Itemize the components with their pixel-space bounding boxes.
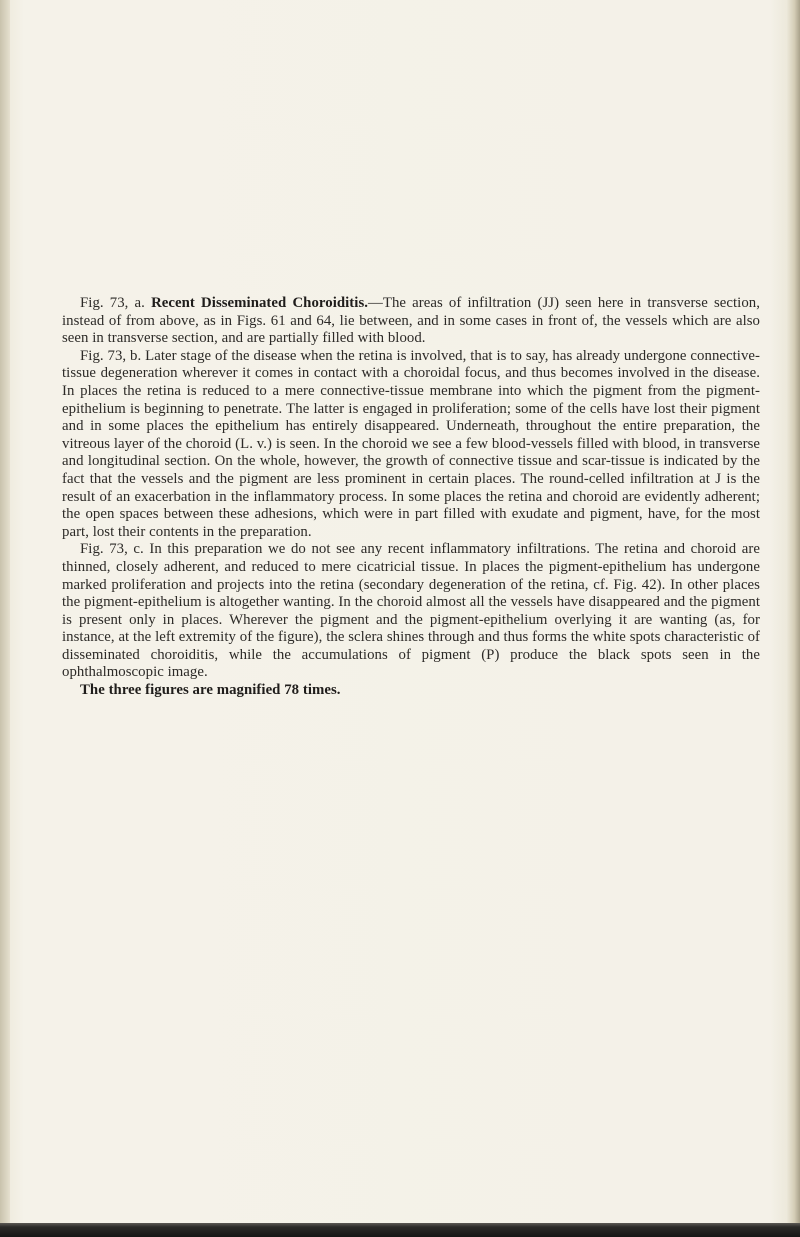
figure-description-text [62, 295, 760, 700]
paragraph-body: —The areas of infiltration (JJ) seen here in transverse section, instead of from above, as in Figs. 61 and 64, lie between, and in some cases in front of, the vessels which are also seen in transverse section, and are partially filled with blood. [62, 295, 760, 347]
paragraph-fig-73a [62, 295, 760, 348]
magnification-note [62, 682, 760, 700]
paragraph-fig-73c [62, 541, 760, 682]
figure-label: Fig. 73, a. [80, 295, 145, 311]
page-right-edge [786, 0, 800, 1237]
section-heading: Recent Disseminated Choroiditis. [151, 295, 369, 311]
figure-label: Fig. 73, b. [80, 347, 142, 364]
page-left-edge [0, 0, 10, 1237]
figure-label: Fig. 73, c. [80, 541, 144, 558]
page-bottom-edge [0, 1223, 800, 1237]
paragraph-body: In this preparation we do not see any recent inflammatory infiltrations. The retina and choroid are thinned, closely adherent, and reduced to mere cicatricial tissue. In places the pigment-epithelium has undergone marked proliferation and projects into the retina (secondary degeneration of the retina, cf. Fig. 42). In other places the pigment-epithelium is altogether wanting. In the choroid almost all the vessels have disappeared and the pigment is present only in places. Wherever the pigment and the pigment-epithelium overlying it are wanting (as, for instance, at the left extremity of the figure), the sclera shines through and thus forms the white spots characteristic of disseminated choroiditis, while the accumulations of pigment (P) produce the black spots seen in the ophthalmoscopic image. [62, 541, 760, 681]
paragraph-fig-73b [62, 348, 760, 542]
paragraph-body: Later stage of the disease when the retina is involved, that is to say, has already undergone connective-tissue degeneration wherever it comes in contact with a choroidal focus, and thus becomes involved in the disease. In places the retina is reduced to a mere connective-tissue membrane into which the pigment from the pigment-epithelium is beginning to penetrate. The latter is engaged in proliferation; some of the cells have lost their pigment and in some places the epithelium has entirely disappeared. Underneath, throughout the entire preparation, the vitreous layer of the choroid (L. v.) is seen. In the choroid we see a few blood-vessels filled with blood, in transverse and longitudinal section. On the whole, however, the growth of connective tissue and scar-tissue is indicated by the fact that the vessels and the pigment are less prominent in certain places. The round-celled infiltration at J is the result of an exacerbation in the inflammatory process. In some places the retina and choroid are evidently adherent; the open spaces between these adhesions, which were in part filled with exudate and pigment, have, for the most part, lost their contents in the preparation. [62, 347, 760, 540]
magnification-text: The three figures are magnified 78 times. [80, 682, 341, 699]
